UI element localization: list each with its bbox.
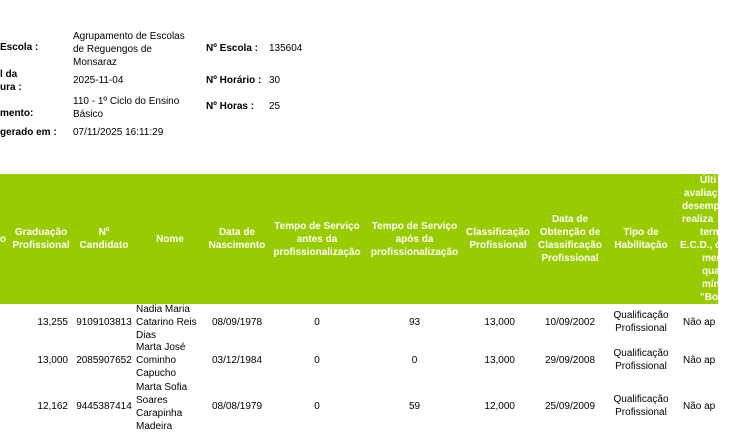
cell-candidato: 2085907652 [76, 355, 132, 366]
cell-habilitacao: Qualificação Profissional [613, 394, 669, 418]
header-nascimento: Data de Nascimento [208, 227, 266, 251]
cell-graduacao: 13,000 [37, 355, 68, 366]
cell-graduacao: 13,255 [37, 317, 68, 328]
gerado-value: 07/11/2025 16:11:29 [73, 127, 164, 138]
cell-classificacao: 13,000 [484, 355, 515, 366]
header-data-obtencao: Data de Obtenção de Classificação Profissional [538, 214, 602, 264]
n-horario-value: 30 [269, 75, 281, 86]
grupo-value: 110 - 1º Ciclo do Ensino Básico [73, 96, 180, 120]
table-header [0, 174, 732, 304]
cell-tempo-apos: 0 [411, 355, 418, 366]
grupo-label: mento: [0, 108, 34, 119]
cell-data-obtencao: 10/09/2002 [544, 317, 596, 328]
cell-classificacao: 12,000 [484, 401, 515, 412]
n-horas-value: 25 [269, 101, 281, 112]
escola-value: Agrupamento de Escolas de Reguengos de Monsaraz [73, 31, 185, 68]
cell-ultima-avaliacao: Não ap [683, 355, 716, 366]
n-escola-value: 135604 [269, 43, 303, 54]
cell-candidato: 9445387414 [76, 401, 132, 412]
cell-nome: Marta Sofia Soares Carapinha Madeira [136, 382, 188, 432]
escola-label: Escola : [0, 42, 39, 53]
n-escola-label: Nº Escola : [206, 43, 259, 54]
cell-graduacao: 12,162 [37, 401, 68, 412]
header-tempo-apos: Tempo de Serviço após da profissionalização [370, 220, 459, 258]
cell-classificacao: 13,000 [484, 317, 515, 328]
header-ultima-avaliacao: Últi avaliaç desemp realiza termo E.C.D., c men qualit mínim "Bo [680, 175, 732, 303]
header-cut-column: o [0, 233, 7, 245]
cell-nascimento: 08/08/1979 [211, 401, 263, 412]
cell-nascimento: 03/12/1984 [211, 355, 263, 366]
cell-tempo-apos: 93 [408, 317, 421, 328]
n-horario-label: Nº Horário : [206, 75, 262, 86]
header-nome: Nome [156, 233, 184, 245]
cell-data-obtencao: 29/09/2008 [544, 355, 596, 366]
n-horas-label: Nº Horas : [206, 101, 255, 112]
abertura-value: 2025-11-04 [73, 75, 124, 86]
header-habilitacao: Tipo de Habilitação [614, 227, 668, 251]
cell-nome: Nadia Maria Catarino Reis Dias [136, 304, 197, 341]
cell-ultima-avaliacao: Não ap [683, 317, 716, 328]
cell-nome: Marta José Cominho Capucho [136, 342, 186, 379]
cell-ultima-avaliacao: Não ap [683, 401, 716, 412]
cell-tempo-antes: 0 [314, 317, 320, 328]
abertura-label: l da ura : [0, 69, 22, 93]
cell-tempo-antes: 0 [314, 401, 320, 412]
header-candidato: Nº Candidato [79, 227, 129, 251]
cell-habilitacao: Qualificação Profissional [613, 348, 669, 372]
cell-tempo-antes: 0 [314, 355, 320, 366]
cell-candidato: 9109103813 [76, 317, 132, 328]
cell-nascimento: 08/09/1978 [211, 317, 263, 328]
header-classificacao: Classificação Profissional [466, 227, 530, 251]
gerado-label: gerado em : [0, 127, 57, 138]
cell-habilitacao: Qualificação Profissional [613, 310, 669, 334]
header-tempo-antes: Tempo de Serviço antes da profissionalização [273, 220, 361, 258]
header-graduacao: Graduação Profissional [12, 227, 70, 251]
cell-data-obtencao: 25/09/2009 [544, 401, 596, 412]
cell-tempo-apos: 59 [408, 401, 421, 412]
